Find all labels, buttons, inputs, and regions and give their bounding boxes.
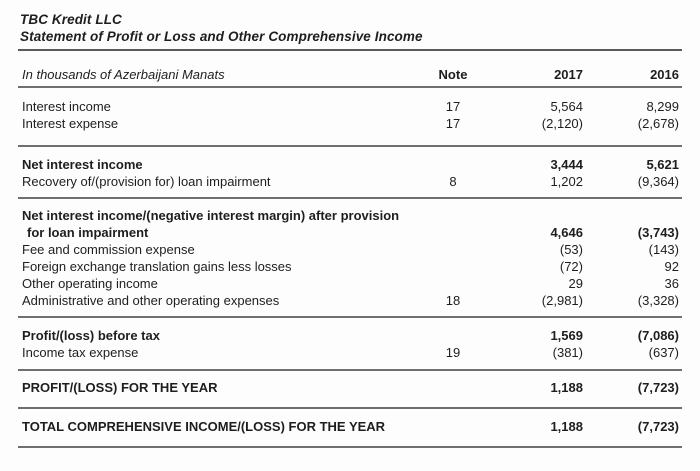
table-row-profit-for-year (18, 379, 682, 396)
row-label: TOTAL COMPREHENSIVE INCOME/(LOSS) FOR THE YEAR (22, 419, 386, 434)
row-label-line1: Net interest income/(negative interest margin) after provision (22, 208, 400, 223)
row-value-2017: 1,188 (550, 380, 583, 395)
table-row-profit-before-tax (18, 327, 682, 344)
row-value-2016: 5,621 (646, 157, 679, 172)
row-value-2016: (7,723) (637, 419, 679, 434)
row-value-2016: (143) (648, 242, 679, 257)
row-label: Profit/(loss) before tax (22, 328, 160, 343)
column-header-note: Note (438, 67, 468, 82)
row-value-2016: 92 (664, 259, 679, 274)
row-value-2017: 1,202 (550, 174, 583, 189)
row-value-2017: (2,981) (541, 293, 583, 308)
table-row-interest-income (18, 98, 682, 115)
row-note: 17 (445, 99, 461, 114)
column-header-2016: 2016 (650, 67, 679, 82)
table-row-total-comprehensive-income (18, 418, 682, 435)
row-note: 8 (449, 174, 457, 189)
row-value-2016: 8,299 (646, 99, 679, 114)
row-value-2016: (7,086) (637, 328, 679, 343)
row-value-2017: 1,188 (550, 419, 583, 434)
row-label: Fee and commission expense (22, 242, 195, 257)
table-row-net-interest-income (18, 156, 682, 173)
row-value-2017: (53) (559, 242, 583, 257)
row-value-2017: (72) (559, 259, 583, 274)
row-value-2016: (7,723) (637, 380, 679, 395)
row-note: 19 (445, 345, 461, 360)
row-label (18, 207, 420, 241)
table-group-total-comprehensive (18, 409, 682, 448)
table-group-interest (18, 88, 682, 147)
table-row-net-interest-after-provision (18, 207, 682, 241)
table-group-profit-for-year (18, 371, 682, 409)
row-label: Administrative and other operating expenses (22, 293, 280, 308)
row-value-2016: (9,364) (637, 174, 679, 189)
row-label: Income tax expense (22, 345, 139, 360)
statement-title: Statement of Profit or Loss and Other Comprehensive Income (20, 29, 423, 44)
table-row-income-tax-expense (18, 344, 682, 361)
row-label-line2: for loan impairment (27, 225, 149, 240)
table-row-loan-impairment-recovery (18, 173, 682, 190)
row-value-2017: 3,444 (550, 157, 583, 172)
row-value-2016: (3,328) (637, 293, 679, 308)
table-row-admin-expenses (18, 292, 682, 309)
table-header-row (18, 51, 682, 88)
row-value-2017: 29 (568, 276, 583, 291)
table-group-pretax (18, 318, 682, 371)
row-note: 17 (445, 116, 461, 131)
row-value-2017: (2,120) (541, 116, 583, 131)
row-value-2016: (3,743) (637, 225, 679, 240)
row-label: Interest income (22, 99, 111, 114)
row-value-2017: 1,569 (550, 328, 583, 343)
table-row-other-operating-income (18, 275, 682, 292)
row-label: Other operating income (22, 276, 158, 291)
table-row-fee-commission-expense (18, 241, 682, 258)
row-label: PROFIT/(LOSS) FOR THE YEAR (22, 380, 218, 395)
row-label: Net interest income (22, 157, 143, 172)
table-group-operating (18, 199, 682, 318)
row-value-2016: 36 (664, 276, 679, 291)
row-label: Recovery of/(provision for) loan impairment (22, 174, 271, 189)
row-label: Interest expense (22, 116, 119, 131)
row-value-2017: 5,564 (550, 99, 583, 114)
row-value-2016: (2,678) (637, 116, 679, 131)
row-value-2016: (637) (648, 345, 679, 360)
row-label: Foreign exchange translation gains less losses (22, 259, 292, 274)
column-header-2017: 2017 (554, 67, 583, 82)
table-row-foreign-exchange (18, 258, 682, 275)
table-row-interest-expense (18, 115, 682, 132)
row-note: 18 (445, 293, 461, 308)
row-value-2017: 4,646 (550, 225, 583, 240)
table-group-net-interest (18, 147, 682, 199)
document-title-block (18, 0, 682, 51)
company-name: TBC Kredit LLC (20, 12, 122, 27)
table-caption: In thousands of Azerbaijani Manats (22, 67, 225, 82)
row-value-2017: (381) (552, 345, 583, 360)
